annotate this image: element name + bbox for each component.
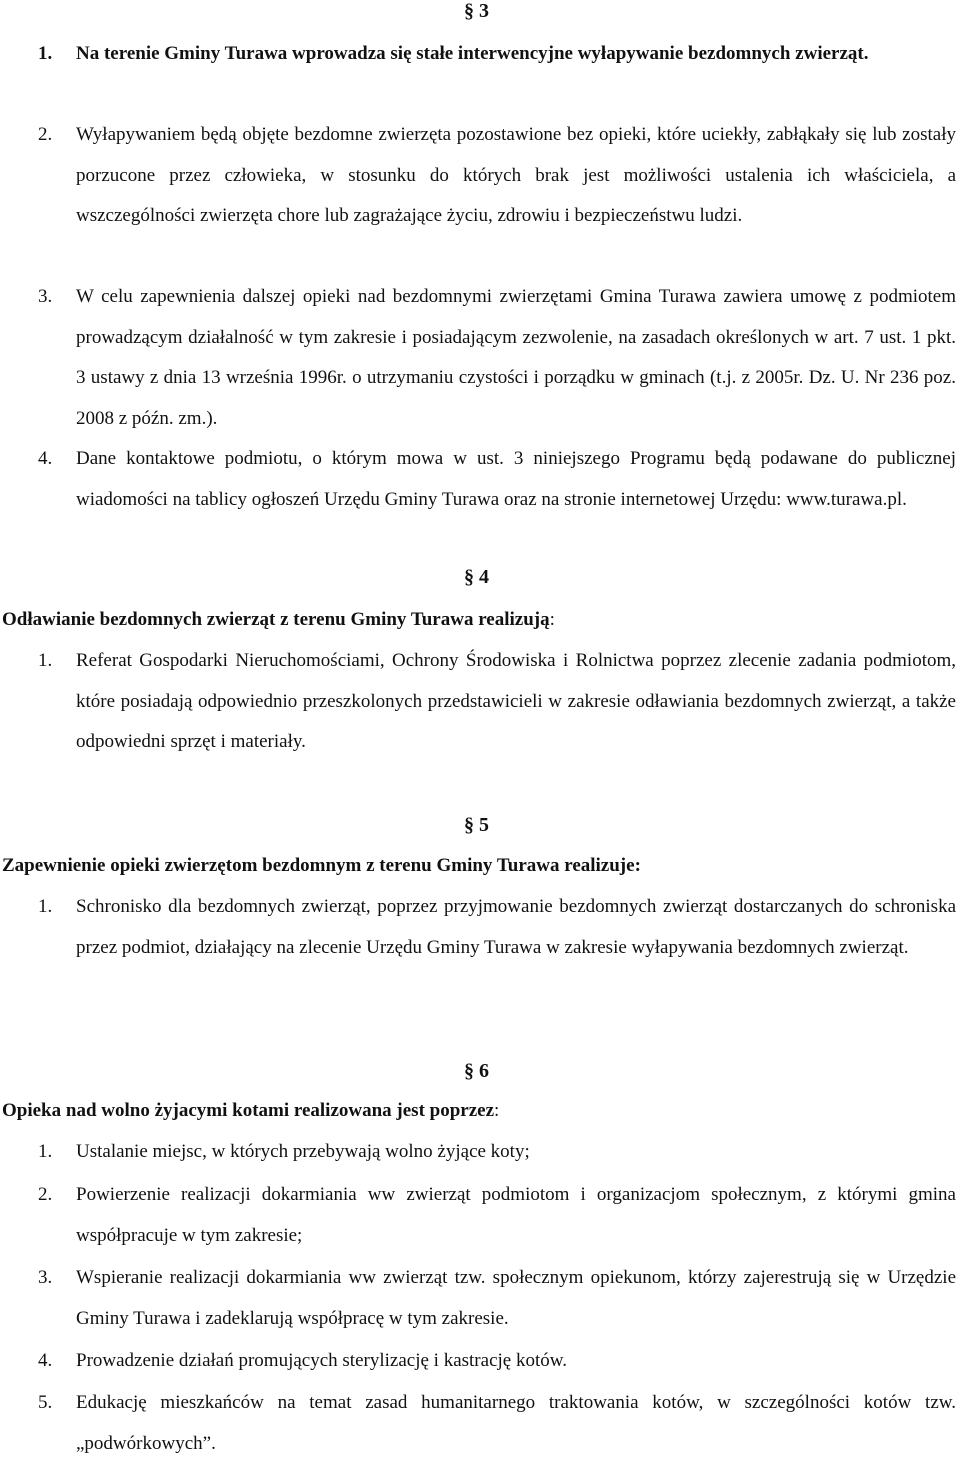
item-number: 2.: [38, 1184, 53, 1205]
item-number: 1.: [38, 43, 53, 64]
item-number: 1.: [38, 896, 53, 917]
list-item: [38, 115, 956, 237]
section-title-tail: :: [549, 609, 555, 630]
section-3-heading: § 3: [464, 0, 489, 22]
section-title-tail: :: [494, 1100, 500, 1121]
item-text: Na terenie Gminy Turawa wprowadza się stałe interwencyjne wyłapywanie bezdomnych zwierząt.: [76, 43, 869, 64]
list-item: [38, 1132, 956, 1173]
list-item: [38, 277, 956, 439]
section-5-heading: § 5: [464, 814, 489, 836]
list-item: [38, 439, 956, 520]
item-text: Wyłapywaniem będą objęte bezdomne zwierzęta pozostawione bez opieki, które uciekły, zabłąkały się lub zostały porzucone przez człowieka, w stosunku do których brak jest możliwości ustalenia ich właściciela, a wszczególności zwierzęta chore lub zagrażające życiu, zdrowiu i bezpieczeństwu ludzi.: [76, 124, 956, 226]
item-text: Schronisko dla bezdomnych zwierząt, poprzez przyjmowanie bezdomnych zwierząt dostarczanych do schroniska przez podmiot, działający na zlecenie Urzędu Gminy Turawa w zakresie wyłapywania bezdomnych zwierząt.: [76, 896, 956, 958]
list-item: [38, 1175, 956, 1256]
list-item: [38, 887, 956, 968]
section-title-text: Opieka nad wolno żyjacymi kotami realizowana jest poprzez: [2, 1100, 495, 1121]
item-number: 3.: [38, 286, 53, 307]
item-number: 2.: [38, 124, 53, 145]
item-text: Referat Gospodarki Nieruchomościami, Ochrony Środowiska i Rolnictwa poprzez zlecenie zadania podmiotom, które posiadają odpowiednio przeszkolonych przedstawicieli w zakresie odławiania bezdomnych zwierząt, a także odpowiedni sprzęt i materiały.: [76, 650, 956, 752]
list-item: [38, 1383, 956, 1464]
item-number: 5.: [38, 1392, 53, 1413]
section-4-heading: § 4: [464, 566, 489, 588]
item-number: 4.: [38, 448, 53, 469]
list-item: [38, 34, 956, 75]
section-5-title: Zapewnienie opieki zwierzętom bezdomnym z terenu Gminy Turawa realizuje:: [2, 855, 641, 876]
item-text: Wspieranie realizacji dokarmiania ww zwierząt tzw. społecznym opiekunom, którzy zajerestrują się w Urzędzie Gminy Turawa i zadeklarują współpracę w tym zakresie.: [76, 1267, 956, 1329]
section-6-heading: § 6: [464, 1060, 489, 1082]
item-text: Ustalanie miejsc, w których przebywają wolno żyjące koty;: [76, 1141, 530, 1162]
item-text: Dane kontaktowe podmiotu, o którym mowa w ust. 3 niniejszego Programu będą podawane do publicznej wiadomości na tablicy ogłoszeń Urzędu Gminy Turawa oraz na stronie internetowej Urzędu: www.turawa.pl.: [76, 448, 956, 510]
list-item: [38, 1341, 956, 1382]
item-text: Edukację mieszkańców na temat zasad humanitarnego traktowania kotów, w szczególności kotów tzw. „podwórkowych”.: [76, 1392, 956, 1454]
section-title-text: Odławianie bezdomnych zwierząt z terenu Gminy Turawa realizują: [2, 609, 550, 630]
list-item: [38, 641, 956, 763]
item-text: Powierzenie realizacji dokarmiania ww zwierząt podmiotom i organizacjom społecznym, z którymi gmina współpracuje w tym zakresie;: [76, 1184, 956, 1246]
section-4-title: [2, 609, 555, 631]
list-item: [38, 1258, 956, 1339]
section-6-title: [2, 1100, 499, 1122]
item-number: 1.: [38, 1141, 53, 1162]
item-number: 1.: [38, 650, 53, 671]
item-text: Prowadzenie działań promujących sterylizację i kastrację kotów.: [76, 1350, 567, 1371]
item-number: 3.: [38, 1267, 53, 1288]
item-number: 4.: [38, 1350, 53, 1371]
item-text: W celu zapewnienia dalszej opieki nad bezdomnymi zwierzętami Gmina Turawa zawiera umowę z podmiotem prowadzącym działalność w tym zakresie i posiadającym zezwolenie, na zasadach określonych w art. 7 ust. 1 pkt. 3 ustawy z dnia 13 września 1996r. o utrzymaniu czystości i porządku w gminach (t.j. z 2005r. Dz. U. Nr 236 poz. 2008 z późn. zm.).: [76, 286, 956, 429]
